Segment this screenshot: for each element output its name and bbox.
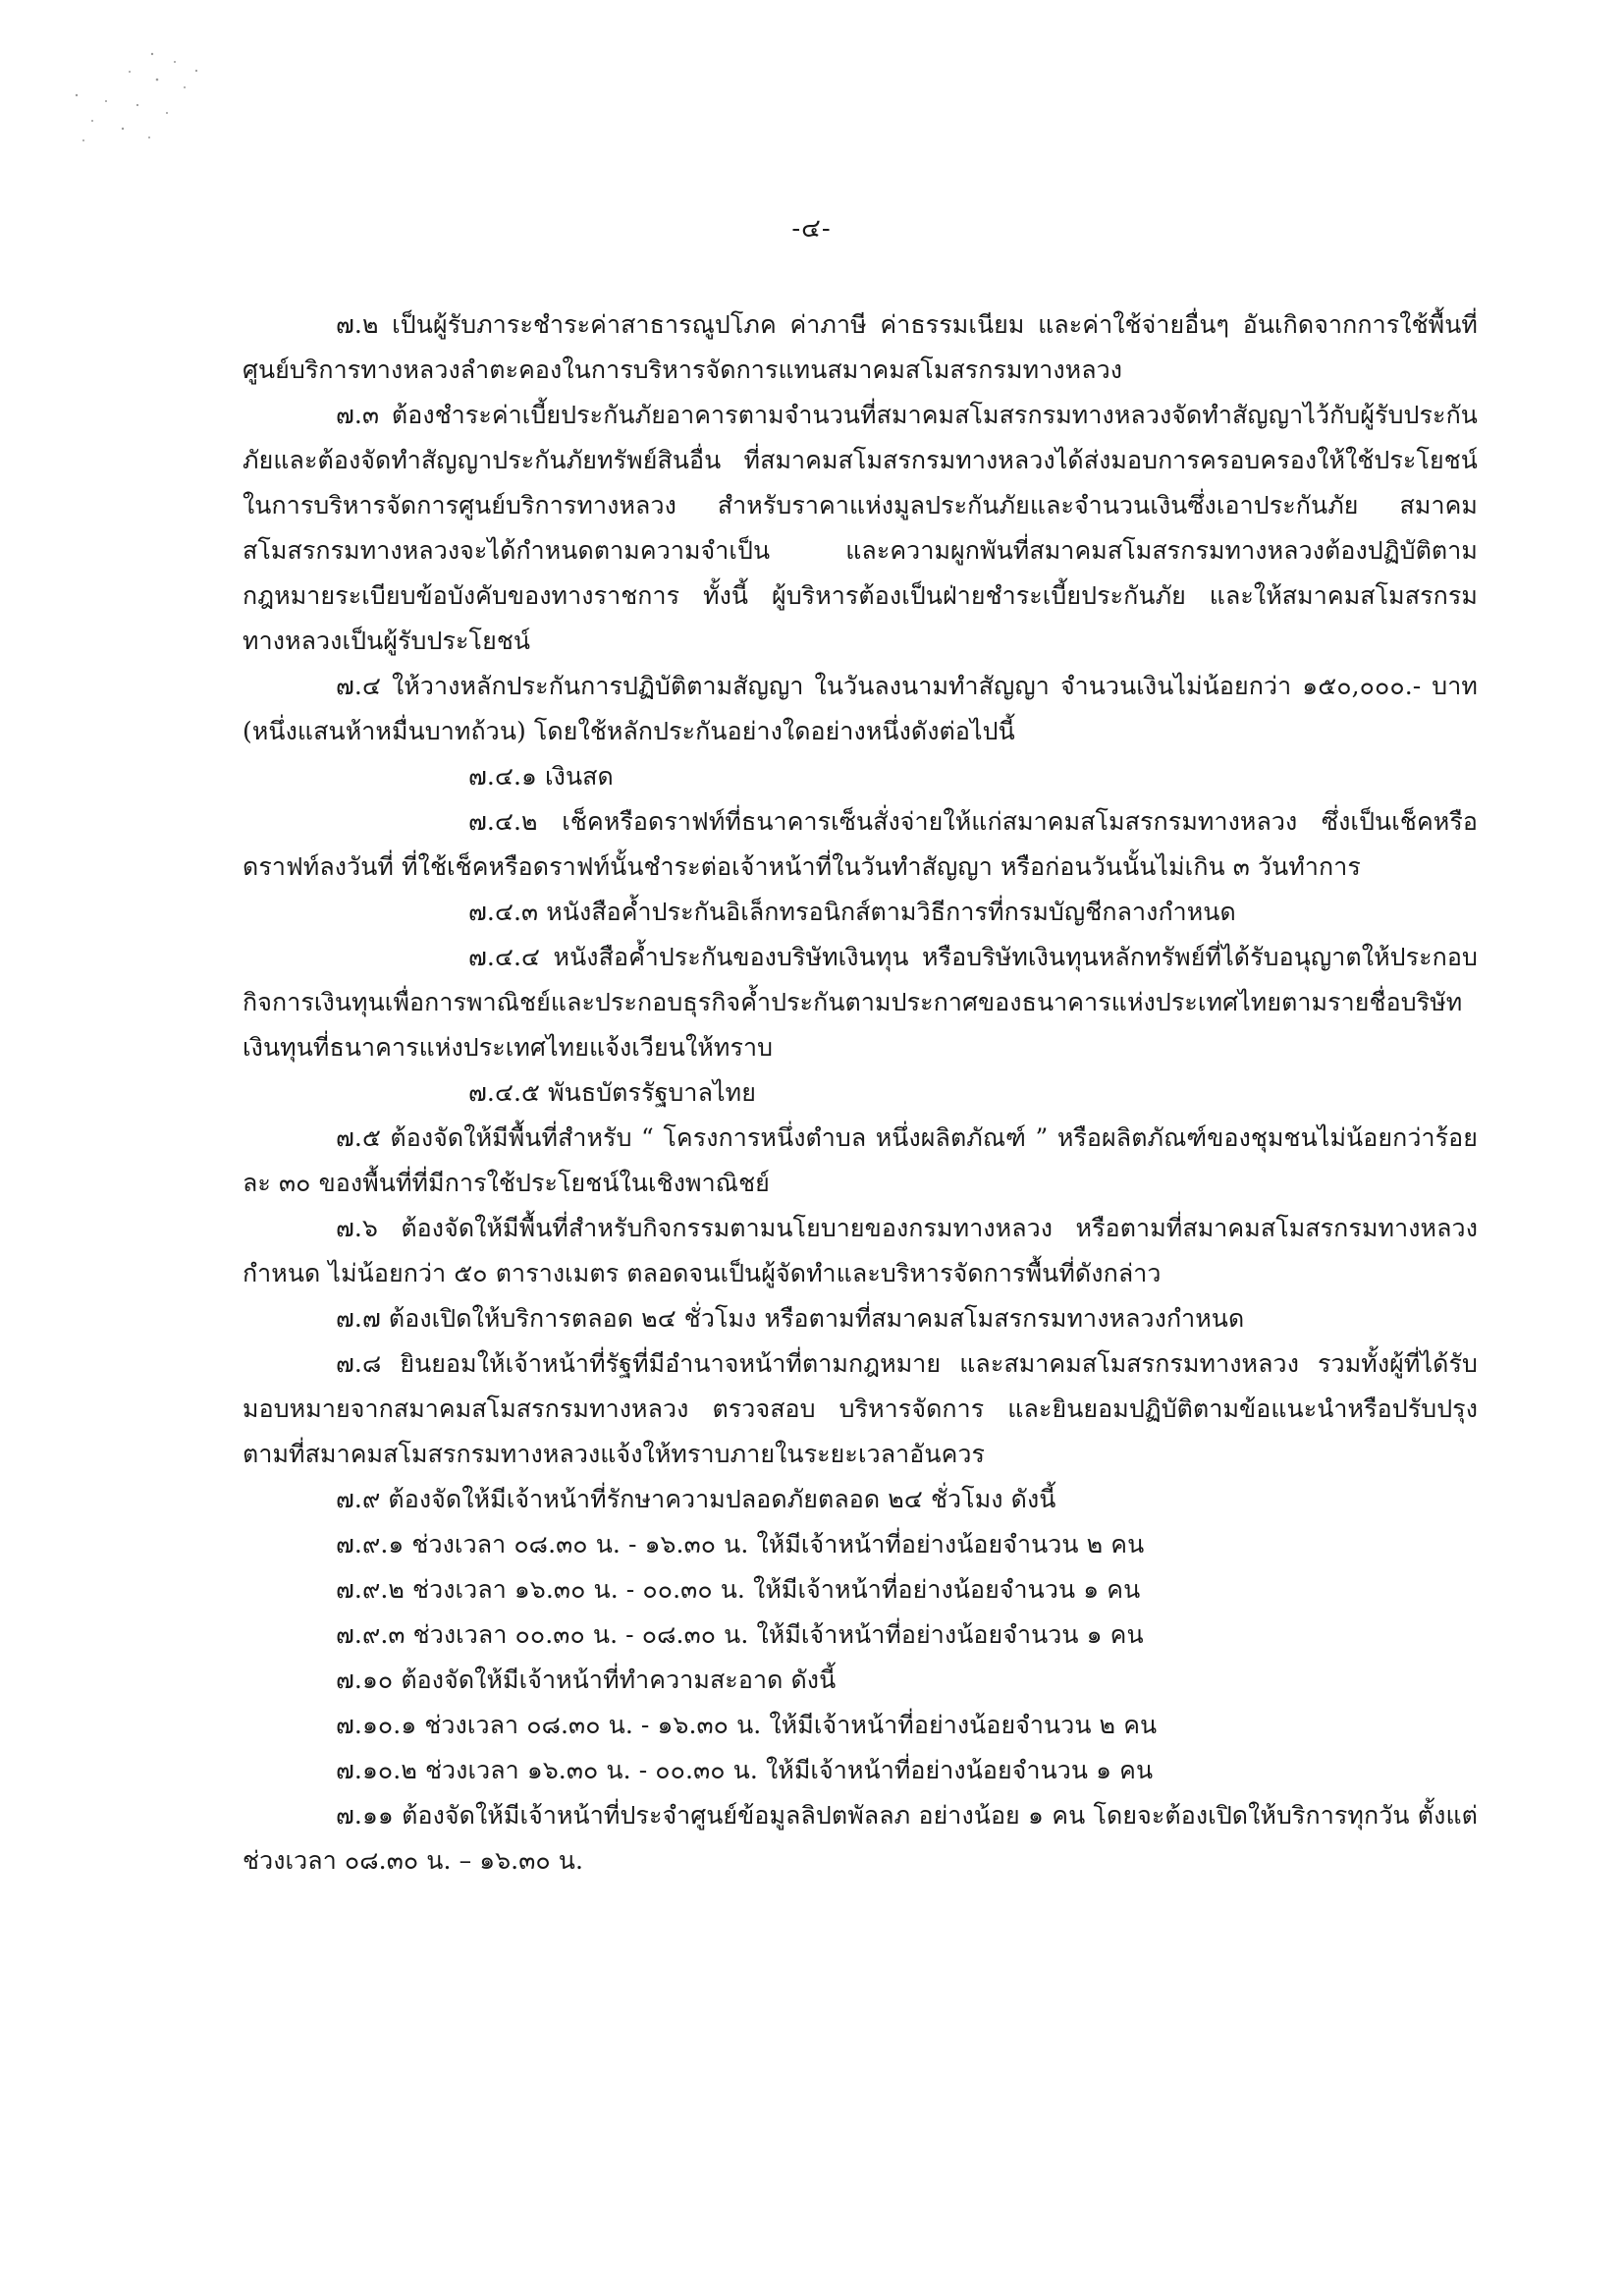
clause-7-10-1: ๗.๑๐.๑ ช่วงเวลา ๐๘.๓๐ น. - ๑๖.๓๐ น. ให้มีเจ้าหน้าที่อย่างน้อยจำนวน ๒ คน — [336, 1711, 1158, 1739]
clause-7-9-1: ๗.๙.๑ ช่วงเวลา ๐๘.๓๐ น. - ๑๖.๓๐ น. ให้มีเจ้าหน้าที่อย่างน้อยจำนวน ๒ คน — [336, 1530, 1145, 1558]
clause-7-3: ๗.๓ ต้องชำระค่าเบี้ยประกันภัยอาคารตามจำนวนที่สมาคมสโมสรกรมทางหลวงจัดทำสัญญาไว้กับผู้รับประกันภัยและต้องจัดทำสัญญาประกันภัยทรัพย์สินอื่น ที่สมาคมสโมสรกรมทางหลวงได้ส่งมอบการครอบครองให้ใช้ประโยชน์ในการบริหารจัดการศูนย์บริการทางหลวง สำหรับราคาแห่งมูลประกันภัยและจำนวนเงินซึ่งเอาประกันภัย สมาคมสโมสรกรมทางหลวงจะได้กำหนดตามความจำเป็น และความผูกพันที่สมาคมสโมสรกรมทางหลวงต้องปฏิบัติตามกฎหมายระเบียบข้อบังคับของทางราชการ ทั้งนี้ ผู้บริหารต้องเป็นฝ่ายชำระเบี้ยประกันภัย และให้สมาคมสโมสรกรมทางหลวงเป็นผู้รับประโยชน์ — [243, 401, 1478, 655]
clause-7-4-3: ๗.๔.๓ หนังสือค้ำประกันอิเล็กทรอนิกส์ตามวิธีการที่กรมบัญชีกลางกำหนด — [468, 898, 1236, 926]
clause-7-8: ๗.๘ ยินยอมให้เจ้าหน้าที่รัฐที่มีอำนาจหน้าที่ตามกฎหมาย และสมาคมสโมสรกรมทางหลวง รวมทั้งผู้ที่ได้รับมอบหมายจากสมาคมสโมสรกรมทางหลวง ตรวจสอบ บริหารจัดการ และยินยอมปฏิบัติตามข้อแนะนำหรือปรับปรุง ตามที่สมาคมสโมสรกรมทางหลวงแจ้งให้ทราบภายในระยะเวลาอันควร — [243, 1349, 1478, 1468]
clause-7-9-3: ๗.๙.๓ ช่วงเวลา ๐๐.๓๐ น. - ๐๘.๓๐ น. ให้มีเจ้าหน้าที่อย่างน้อยจำนวน ๑ คน — [336, 1620, 1144, 1649]
clause-7-11: ๗.๑๑ ต้องจัดให้มีเจ้าหน้าที่ประจำศูนย์ข้อมูลลิปตพัลลภ อย่างน้อย ๑ คน โดยจะต้องเปิดให้บริการทุกวัน ตั้งแต่ช่วงเวลา ๐๘.๓๐ น. – ๑๖.๓๐ น. — [243, 1801, 1478, 1875]
clause-7-10: ๗.๑๐ ต้องจัดให้มีเจ้าหน้าที่ทำความสะอาด ดังนี้ — [336, 1666, 837, 1694]
clause-7-7: ๗.๗ ต้องเปิดให้บริการตลอด ๒๔ ชั่วโมง หรือตามที่สมาคมสโมสรกรมทางหลวงกำหนด — [336, 1304, 1245, 1333]
page-number: -๔- — [791, 214, 832, 244]
clause-7-4-5: ๗.๔.๕ พันธบัตรรัฐบาลไทย — [468, 1078, 756, 1107]
clause-7-9: ๗.๙ ต้องจัดให้มีเจ้าหน้าที่รักษาความปลอดภัยตลอด ๒๔ ชั่วโมง ดังนี้ — [336, 1485, 1056, 1513]
clause-7-4-2: ๗.๔.๒ เช็คหรือดราฟท์ที่ธนาคารเซ็นสั่งจ่ายให้แก่สมาคมสโมสรกรมทางหลวง ซึ่งเป็นเช็คหรือดราฟท์ลงวันที่ ที่ใช้เช็คหรือดราฟท์นั้นชำระต่อเจ้าหน้าที่ในวันทำสัญญา หรือก่อนวันนั้นไม่เกิน ๓ วันทำการ — [243, 807, 1478, 881]
clause-7-4: ๗.๔ ให้วางหลักประกันการปฏิบัติตามสัญญา ในวันลงนามทำสัญญา จำนวนเงินไม่น้อยกว่า ๑๕๐,๐๐๐.- บาท (หนึ่งแสนห้าหมื่นบาทถ้วน) โดยใช้หลักประกันอย่างใดอย่างหนึ่งดังต่อไปนี้ — [243, 672, 1478, 745]
scan-specks-decoration — [59, 44, 226, 152]
clause-7-6: ๗.๖ ต้องจัดให้มีพื้นที่สำหรับกิจกรรมตามนโยบายของกรมทางหลวง หรือตามที่สมาคมสโมสรกรมทางหลวงกำหนด ไม่น้อยกว่า ๕๐ ตารางเมตร ตลอดจนเป็นผู้จัดทำและบริหารจัดการพื้นที่ดังกล่าว — [243, 1214, 1478, 1287]
clause-7-2: ๗.๒ เป็นผู้รับภาระชำระค่าสาธารณูปโภค ค่าภาษี ค่าธรรมเนียม และค่าใช้จ่ายอื่นๆ อันเกิดจากการใช้พื้นที่ศูนย์บริการทางหลวงลำตะคองในการบริหารจัดการแทนสมาคมสโมสรกรมทางหลวง — [243, 310, 1478, 384]
clause-7-4-4: ๗.๔.๔ หนังสือค้ำประกันของบริษัทเงินทุน หรือบริษัทเงินทุนหลักทรัพย์ที่ได้รับอนุญาตให้ประกอบกิจการเงินทุนเพื่อการพาณิชย์และประกอบธุรกิจค้ำประกันตามประกาศของธนาคารแห่งประเทศไทยตามรายชื่อบริษัทเงินทุนที่ธนาคารแห่งประเทศไทยแจ้งเวียนให้ทราบ — [243, 943, 1478, 1062]
clause-7-4-1: ๗.๔.๑ เงินสด — [468, 762, 614, 791]
clause-7-10-2: ๗.๑๐.๒ ช่วงเวลา ๑๖.๓๐ น. - ๐๐.๓๐ น. ให้มีเจ้าหน้าที่อย่างน้อยจำนวน ๑ คน — [336, 1756, 1154, 1784]
body-text — [243, 302, 1478, 1884]
clause-7-5: ๗.๕ ต้องจัดให้มีพื้นที่สำหรับ “ โครงการหนึ่งตำบล หนึ่งผลิตภัณฑ์ ” หรือผลิตภัณฑ์ของชุมชนไม่น้อยกว่าร้อยละ ๓๐ ของพื้นที่ที่มีการใช้ประโยชน์ในเชิงพาณิชย์ — [243, 1123, 1478, 1197]
clause-7-9-2: ๗.๙.๒ ช่วงเวลา ๑๖.๓๐ น. - ๐๐.๓๐ น. ให้มีเจ้าหน้าที่อย่างน้อยจำนวน ๑ คน — [336, 1575, 1141, 1604]
